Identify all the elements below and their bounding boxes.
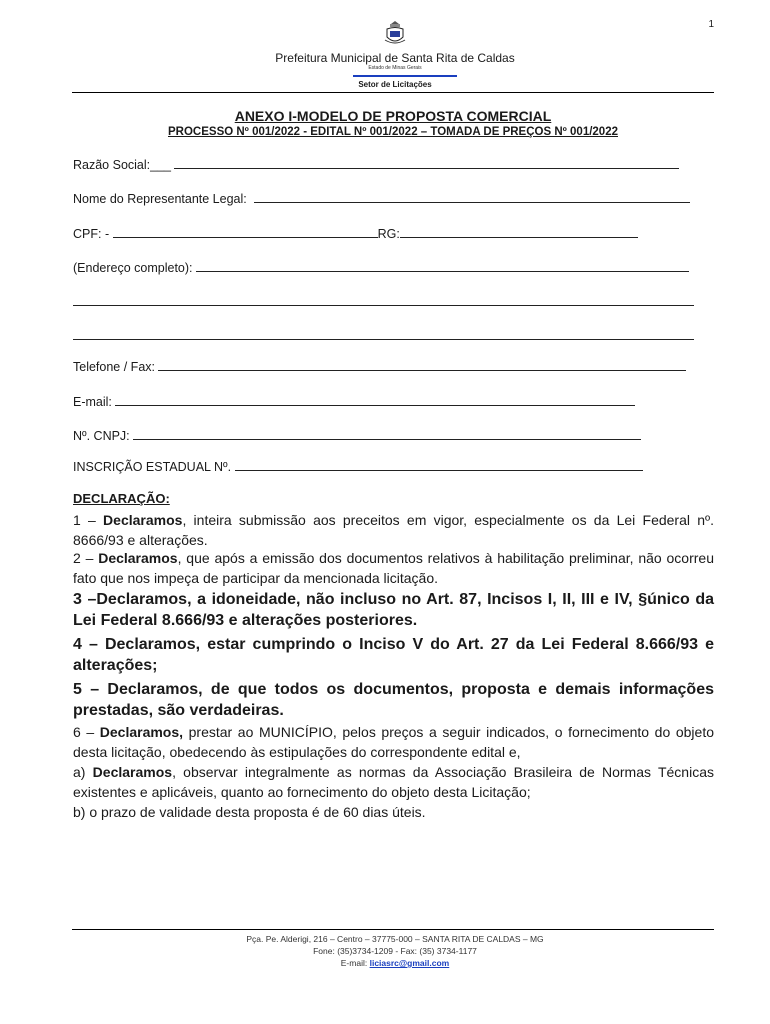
item-prefix: 2 –	[73, 550, 99, 566]
footer-email-line	[0, 958, 770, 968]
field-label: Razão Social:___	[73, 158, 171, 172]
item-emphasis: Declaramos,	[99, 724, 184, 740]
field-email	[73, 395, 635, 409]
blank-line	[254, 193, 690, 203]
item-text: , inteira submissão aos preceitos em vigor, especialmente os da Lei Federal nº. 8666/93 e alterações.	[73, 512, 714, 548]
item-emphasis: Declaramos	[103, 512, 183, 528]
declaration-item-2	[73, 548, 714, 588]
field-endereco	[73, 261, 689, 275]
footer-divider	[72, 929, 714, 930]
field-label: (Endereço completo):	[73, 261, 193, 275]
footer-email-label: E-mail:	[340, 958, 368, 968]
item-text: , que após a emissão dos documentos relativos à habilitação preliminar, não ocorreu fato que nos impeça de participar da mencionada licitação.	[73, 550, 714, 586]
header-divider	[72, 92, 714, 93]
item-prefix: 1 –	[73, 512, 104, 528]
field-representante	[73, 192, 690, 206]
declaration-item-4: 4 – Declaramos, estar cumprindo o Inciso V do Art. 27 da Lei Federal 8.666/93 e alterações;	[73, 636, 714, 674]
footer-address: Pça. Pe. Alderigi, 216 – Centro – 37775-000 – SANTA RITA DE CALDAS – MG	[246, 934, 544, 944]
declaration-item-3: 3 –Declaramos, a idoneidade, não incluso no Art. 87, Incisos I, II, III e IV, §único da Lei Federal 8.666/93 e alterações posteriores.	[73, 591, 714, 629]
field-label: Nome do Representante Legal:	[73, 192, 247, 206]
header-sector: Setor de Licitações	[358, 80, 432, 89]
blank-line	[158, 361, 686, 371]
declaration-item-6	[73, 722, 714, 762]
page-title: ANEXO I-MODELO DE PROPOSTA COMERCIAL	[234, 108, 552, 124]
blank-line	[115, 396, 635, 406]
header-accent-line	[353, 75, 457, 77]
field-label: Nº. CNPJ:	[73, 429, 130, 443]
item-prefix: a)	[73, 764, 93, 780]
field-label: RG:	[377, 227, 400, 241]
footer-email-link[interactable]: liciasrc@gmail.com	[369, 958, 450, 968]
field-label: Telefone / Fax:	[73, 360, 155, 374]
item-emphasis: Declaramos	[92, 764, 173, 780]
blank-line	[400, 228, 638, 238]
item-text: , observar integralmente as normas da Associação Brasileira de Normas Técnicas existentes e aplicáveis, quanto ao fornecimento do objeto desta Licitação;	[73, 764, 714, 800]
item-emphasis: Declaramos	[98, 550, 178, 566]
blank-line	[73, 305, 694, 306]
footer-phone: Fone: (35)3734-1209 - Fax: (35) 3734-1177	[313, 946, 477, 956]
blank-line	[133, 430, 641, 440]
declaration-item-a	[73, 762, 714, 802]
declaration-item-b: b) o prazo de validade desta proposta é de 60 dias úteis.	[73, 804, 426, 820]
header-state: Estado de Minas Gerais	[368, 65, 422, 71]
blank-line	[196, 262, 689, 272]
blank-line	[174, 159, 679, 169]
header-municipality: Prefeitura Municipal de Santa Rita de Caldas	[275, 51, 515, 65]
blank-line	[235, 461, 643, 471]
field-telefone	[73, 360, 686, 374]
municipal-crest-icon	[382, 20, 408, 46]
blank-line	[73, 339, 694, 340]
item-prefix: 6 –	[73, 724, 100, 740]
field-label: CPF: -	[73, 227, 110, 241]
field-label: INSCRIÇÃO ESTADUAL Nº.	[73, 460, 232, 474]
field-cpf-rg	[73, 227, 638, 241]
declaration-item-1	[73, 510, 714, 550]
blank-line	[113, 228, 378, 238]
field-cnpj	[73, 429, 641, 443]
item-text: prestar ao MUNICÍPIO, pelos preços a seguir indicados, o fornecimento do objeto desta licitação, obedecendo às estipulações do correspondente edital e,	[73, 724, 714, 760]
field-razao-social	[73, 158, 679, 172]
process-line: PROCESSO Nº 001/2022 - EDITAL Nº 001/2022 – TOMADA DE PREÇOS Nº 001/2022	[168, 126, 618, 138]
declaration-heading: DECLARAÇÃO:	[73, 491, 170, 506]
field-label: E-mail:	[73, 395, 112, 409]
field-inscricao	[73, 460, 643, 474]
declaration-item-5: 5 – Declaramos, de que todos os documentos, proposta e demais informações prestadas, são verdadeiras.	[73, 681, 714, 719]
page-number: 1	[708, 19, 714, 30]
